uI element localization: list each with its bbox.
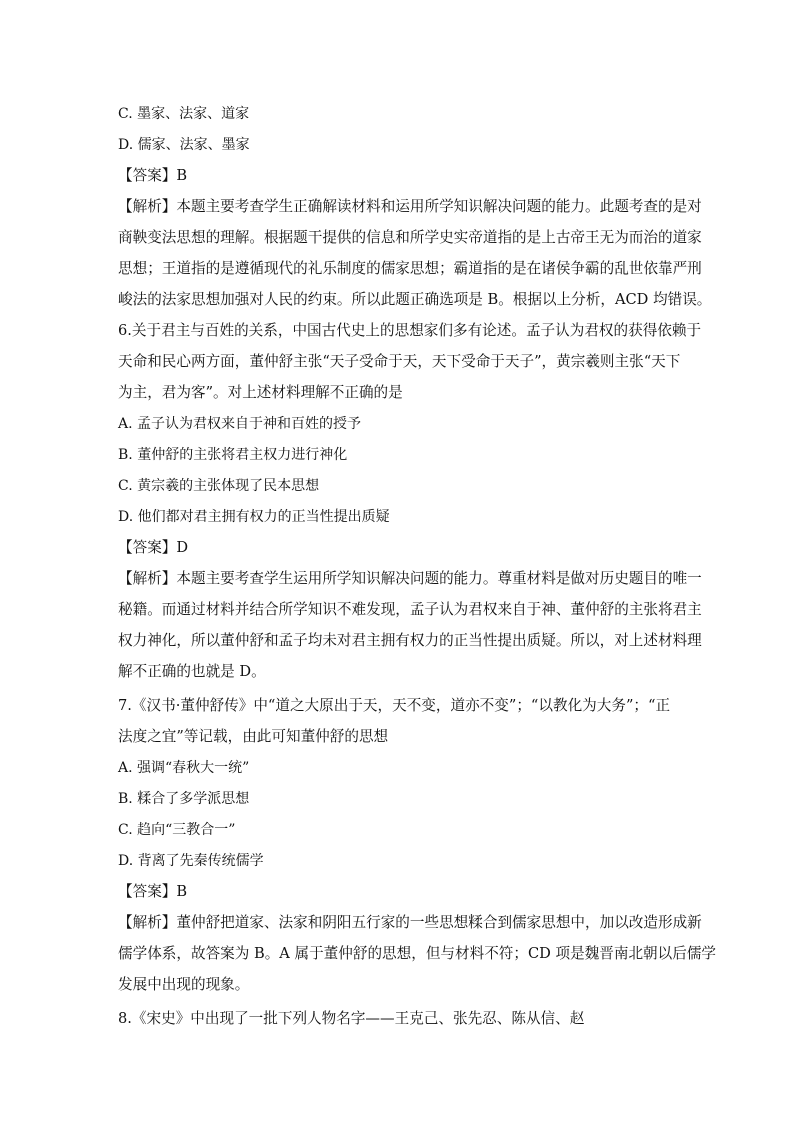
analysis-q5-line-1: 【解析】本题主要考查学生正确解读材料和运用所学知识解决问题的能力。此题考查的是对 [118,198,702,215]
analysis-q6-line-3: 权力神化，所以董仲舒和孟子均未对君主拥有权力的正当性提出质疑。所以，对上述材料理 [118,632,702,649]
analysis-q7-line-2: 儒学体系，故答案为 B。A 属于董仲舒的思想，但与材料不符；CD 项是魏晋南北朝以后儒学 [118,945,717,962]
analysis-q6-line-4: 解不正确的也就是 D。 [118,663,266,680]
answer-q5: 【答案】B [118,167,188,184]
option-d-q7: D. 背离了先秦传统儒学 [118,853,264,869]
option-b-q7: B. 糅合了多学派思想 [118,791,250,807]
question-7-line-1: 7.《汉书·董仲舒传》中“道之大原出于天，天不变，道亦不变”；“以教化为大务”；“正 [118,697,671,714]
answer-q6: 【答案】D [118,539,189,556]
option-c-q6: C. 黄宗羲的主张体现了民本思想 [118,478,320,494]
analysis-q7-line-1: 【解析】董仲舒把道家、法家和阴阳五行家的一些思想糅合到儒家思想中，加以改造形成新 [118,914,702,931]
question-6-line-2: 天命和民心两方面，董仲舒主张“天子受命于天，天下受命于天子”，黄宗羲则主张“天下 [118,353,681,370]
analysis-q5-line-4: 峻法的法家思想加强对人民的约束。所以此题正确选项是 B。根据以上分析，ACD 均错误。 [118,291,712,308]
option-a-q6: A. 孟子认为君权来自于神和百姓的授予 [118,416,362,432]
option-c-q7: C. 趋向“三教合一” [118,822,236,838]
question-7-line-2: 法度之宜”等记载，由此可知董仲舒的思想 [118,728,389,745]
option-d-q5: D. 儒家、法家、墨家 [118,137,250,153]
question-6-line-3: 为主，君为客”。对上述材料理解不正确的是 [118,384,403,401]
option-c-q5: C. 墨家、法家、道家 [118,106,250,122]
question-8-line-1: 8.《宋史》中出现了一批下列人物名字——王克己、张先忍、陈从信、赵 [118,1010,585,1027]
analysis-q7-line-3: 发展中出现的现象。 [118,976,250,993]
option-b-q6: B. 董仲舒的主张将君主权力进行神化 [118,447,348,463]
analysis-q5-line-2: 商鞅变法思想的理解。根据题干提供的信息和所学史实帝道指的是上古帝王无为而治的道家 [118,229,702,246]
question-6-line-1: 6.关于君主与百姓的关系，中国古代史上的思想家们多有论述。孟子认为君权的获得依赖于 [118,322,702,339]
option-d-q6: D. 他们都对君主拥有权力的正当性提出质疑 [118,509,390,525]
option-a-q7: A. 强调“春秋大一统” [118,760,250,776]
analysis-q6-line-1: 【解析】本题主要考查学生运用所学知识解决问题的能力。尊重材料是做对历史题目的唯一 [118,570,702,587]
analysis-q5-line-3: 思想；王道指的是遵循现代的礼乐制度的儒家思想；霸道指的是在诸侯争霸的乱世依靠严刑 [118,260,702,277]
answer-q7: 【答案】B [118,883,188,900]
analysis-q6-line-2: 秘籍。而通过材料并结合所学知识不难发现，孟子认为君权来自于神、董仲舒的主张将君主 [118,601,702,618]
